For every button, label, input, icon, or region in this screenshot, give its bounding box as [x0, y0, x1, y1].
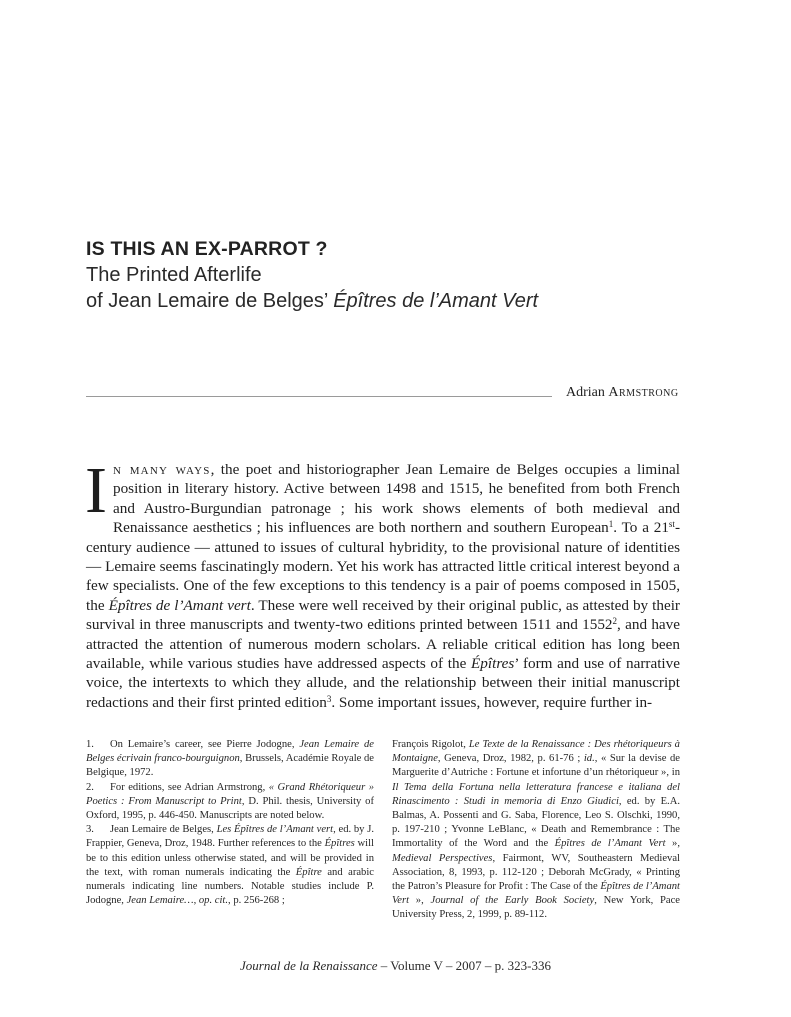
- footnote-italic: Les Épîtres de l’Amant vert: [216, 824, 334, 836]
- ordinal-superscript: st: [668, 519, 675, 530]
- footnote-italic: Medieval Perspectives: [392, 852, 493, 864]
- footnote-text: , Brussels, Académie Royale de Belgique, 1972.: [86, 753, 374, 779]
- body-text-run: , and have attracted the attention of numerous modern scholars. A reliable critical edition has long been available, while various studies have addressed aspects of the: [86, 616, 680, 673]
- subtitle-line-2: [86, 288, 706, 314]
- subtitle-work-title: Épîtres de l’Amant Vert: [333, 290, 539, 312]
- body-italic-title: Épîtres: [471, 655, 515, 673]
- footnote-3: [86, 823, 374, 908]
- footnote-text: , ed. by J. Frappier, Geneva, Droz, 1948. Further references to the: [86, 824, 374, 850]
- author-name: [566, 385, 679, 401]
- body-paragraph: [85, 454, 680, 712]
- footnote-italic: Le Texte de la Renaissance : Des rhétoriqueurs à Montaigne: [392, 739, 680, 765]
- body-text-run: -century audience — attuned to issues of cultural hybridity, to the provisional nature of identities — Lemaire seems fascinatingly modern. Yet his work has attracted little critical interest beyond a few specialists. One of the few exceptions to this tendency is a pair of poems composed in 1505, the: [86, 519, 680, 614]
- body-italic-title: Épîtres de l’Amant vert: [108, 596, 251, 614]
- footnote-italic: Épîtres de l’Amant Vert: [554, 838, 666, 850]
- footnote-text: Jean Lemaire de Belges,: [110, 824, 217, 836]
- drop-cap: I: [85, 454, 107, 527]
- journal-name: Journal de la Renaissance: [239, 958, 378, 973]
- title-rule: [86, 396, 552, 397]
- footnote-italic: Il Tema della Fortuna nella letteratura francese e italiana del Rinascimento : Studi in memoria di Enzo Giudici: [392, 781, 680, 807]
- footnote-number: 3.: [86, 824, 94, 836]
- footer-citation: – Volume V – 2007 – p. 323-336: [377, 958, 552, 973]
- footnote-number: 1.: [86, 739, 94, 750]
- footnote-ref-2[interactable]: 2: [612, 616, 618, 627]
- footnote-text: , D. Phil. thesis, University of Oxford, 1995, p. 446-450. Manuscripts are noted below.: [86, 795, 374, 822]
- author-last-name: Armstrong: [608, 385, 679, 400]
- body-text-run: , the poet and historiographer Jean Lemaire de Belges occupies a liminal position in literary history. Active between 1498 and 1515, he benefited from both French and Austro-Burgundian patronage ; his work shows elements of both medieval and Renaissance aesthetics ; his influences are both northern and southern European: [112, 461, 680, 537]
- footnote-text: will be to this edition unless otherwise stated, and will be provided in the text, with roman numerals indicating the: [86, 838, 374, 878]
- lead-in-smallcaps: n many ways: [112, 461, 211, 478]
- footnote-ref-3[interactable]: 3: [326, 693, 332, 704]
- footnote-text: On Lemaire’s career, see Pierre Jodogne,: [110, 739, 300, 750]
- footnote-text: »,: [665, 838, 680, 850]
- footnote-text: , ed. by E.A. Balmas, A. Possenti and G. Saba, Florence, Leo S. Olschki, 1990, p. 197-210 ; Yvonne LeBlanc, « Death and Remembrance : The Immortality of the Word and the: [392, 795, 680, 850]
- footnote-italic: Épîtres de l’Amant Vert: [392, 881, 680, 907]
- footnote-italic: Jean Lemaire…, op. cit.: [126, 895, 229, 907]
- footnotes-right-column: [392, 738, 680, 923]
- footnote-italic: Épîtres: [324, 838, 355, 850]
- footnote-italic: « Grand Rhétoriqueur » Poetics : From Manuscript to Print: [86, 781, 374, 807]
- footnote-text: For editions, see Adrian Armstrong,: [110, 781, 269, 793]
- subtitle-prefix: of Jean Lemaire de Belges’: [86, 290, 334, 312]
- footnote-text: and arabic numerals indicating line numbers. Notable studies include P. Jodogne,: [86, 866, 374, 907]
- author-first-name: Adrian: [566, 385, 609, 400]
- footnote-text: , p. 256-268 ;: [228, 895, 285, 907]
- footnote-1: [86, 738, 374, 781]
- footnote-text: , Geneva, Droz, 1982, p. 61-76 ;: [437, 753, 584, 765]
- footnote-text: François Rigolot,: [392, 739, 469, 750]
- footnote-3-continued: [392, 738, 680, 923]
- footnote-italic: Jean Lemaire de Belges écrivain franco-bourguignon: [86, 739, 374, 765]
- footnotes-left-column: [86, 738, 374, 908]
- footnote-italic: Journal of the Early Book Society: [430, 895, 595, 907]
- body-text-run: ’ form and use of narrative voice, the intertexts to which they allude, and the relationship between their initial manuscript redactions and their first printed edition: [86, 655, 680, 711]
- body-text-run: . These were well received by their original public, as attested by their survival in three manuscripts and twenty-two editions printed between 1511 and 1552: [86, 596, 680, 634]
- body-text-run: . Some important issues, however, require further in-: [331, 693, 653, 711]
- footnote-2: [86, 781, 374, 824]
- footnote-italic: id.: [583, 753, 595, 765]
- page-footer: [0, 958, 791, 974]
- article-title: IS THIS AN EX-PARROT ?: [86, 238, 328, 260]
- footnote-text: , « Sur la devise de Marguerite d’Autriche : Fortune et infortune d’un rhétoriqueur », in: [392, 753, 680, 779]
- footnote-italic: Épître: [295, 866, 322, 878]
- footnote-text: , Fairmont, WV, Southeastern Medieval Association, 8, 1993, p. 112-120 ; Deborah McGrady, « Printing the Patron’s Pleasure for Profit : The Case of the: [392, 852, 681, 893]
- footnote-ref-1[interactable]: 1: [608, 519, 614, 530]
- footnote-text: »,: [409, 895, 431, 907]
- subtitle-line-1: The Printed Afterlife: [86, 264, 262, 286]
- footnote-text: , New York, Pace University Press, 2, 1999, p. 89-112.: [392, 895, 680, 921]
- footnote-number: 2.: [86, 781, 94, 793]
- body-text-run: . To a 21: [613, 519, 669, 537]
- title-block: [86, 236, 706, 314]
